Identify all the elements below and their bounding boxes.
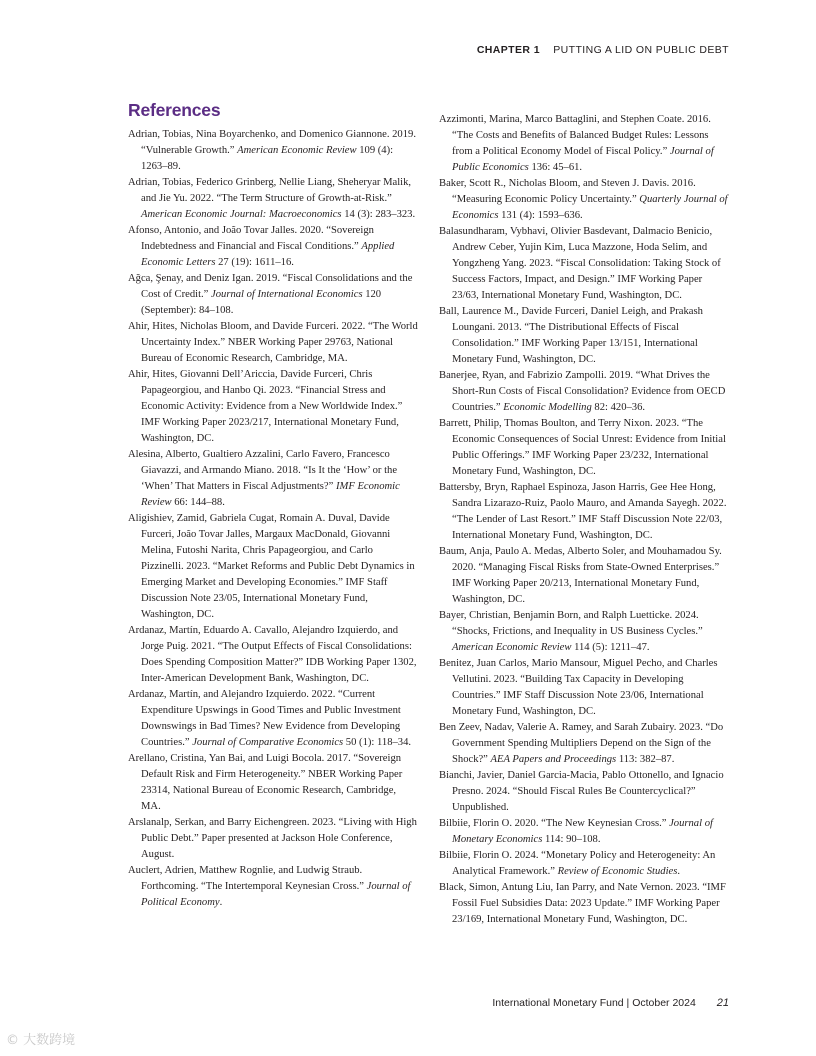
reference-entry [128, 127, 418, 175]
reference-text: Ardanaz, Martín, Eduardo A. Cavallo, Alejandro Izquierdo, and Jorge Puig. 2021. “The Output Effects of Fiscal Consolidations: Does Spending Composition Matter?” IDB Working Paper 1302, Inter-American Development Bank, Washington, DC. [128, 625, 417, 684]
reference-journal: Review of Economic Studies [557, 866, 678, 877]
reference-details: . [219, 897, 223, 908]
reference-entry [128, 687, 418, 751]
reference-entry [439, 608, 729, 656]
reference-text: Ahir, Hites, Nicholas Bloom, and Davide Furceri. 2022. “The World Uncertainty Index.” NBER Working Paper 29763, National Bureau of Economic Research, Cambridge, MA. [128, 321, 418, 364]
reference-details: 131 (4): 1593–636. [498, 210, 583, 221]
reference-entry [439, 368, 729, 416]
page-footer [492, 997, 729, 1009]
reference-text: Adrian, Tobias, Nina Boyarchenko, and Domenico Giannone. 2019. “Vulnerable Growth.” [128, 129, 416, 156]
reference-text: Bianchi, Javier, Daniel Garcia-Macia, Pablo Ottonello, and Ignacio Presno. 2024. “Should Fiscal Rules Be Countercyclical?” Unpublished. [439, 770, 724, 813]
reference-entry [439, 656, 729, 720]
reference-text: Azzimonti, Marina, Marco Battaglini, and Stephen Coate. 2016. “The Costs and Benefits of Balanced Budget Rules: Lessons from a Political Economy Model of Fiscal Policy.” [439, 114, 711, 157]
reference-journal: Journal of Comparative Economics [192, 737, 344, 748]
reference-journal: American Economic Journal: Macroeconomics [141, 209, 342, 220]
reference-details: 50 (1): 118–34. [343, 737, 412, 748]
footer-publication: International Monetary Fund | October 2024 [492, 997, 696, 1009]
reference-text: Ardanaz, Martín, and Alejandro Izquierdo. 2022. “Current Expenditure Upswings in Good Times and Public Investment Downswings in Bad Times? New Evidence from Developing Countries.” [128, 689, 401, 748]
reference-text: Baum, Anja, Paulo A. Medas, Alberto Soler, and Mouhamadou Sy. 2020. “Managing Fiscal Risks from State-Owned Enterprises.” IMF Working Paper 20/213, International Monetary Fund, Washington, DC. [439, 546, 722, 605]
reference-details: 66: 144–88. [171, 497, 225, 508]
reference-text: Afonso, Antonio, and João Tovar Jalles. 2020. “Sovereign Indebtedness and Financial and Fiscal Conditions.” [128, 225, 374, 252]
reference-text: Black, Simon, Antung Liu, Ian Parry, and Nate Vernon. 2023. “IMF Fossil Fuel Subsidies Data: 2023 Update.” IMF Working Paper 23/169, International Monetary Fund, Washington, DC. [439, 882, 726, 925]
reference-text: Ağca, Şenay, and Deniz Igan. 2019. “Fiscal Consolidations and the Cost of Credit.” [128, 273, 413, 300]
reference-entry [128, 175, 418, 223]
reference-text: Auclert, Adrien, Matthew Rognlie, and Ludwig Straub. Forthcoming. “The Intertemporal Keynesian Cross.” [128, 865, 367, 892]
watermark: © 大数跨境 [6, 1033, 76, 1048]
reference-entry [439, 544, 729, 608]
references-right-column [439, 112, 729, 928]
reference-details: 113: 382–87. [616, 754, 675, 765]
reference-journal: Journal of Political Economy [141, 881, 411, 908]
reference-entry [439, 816, 729, 848]
reference-details: 14 (3): 283–323. [341, 209, 416, 220]
reference-entry [439, 416, 729, 480]
reference-text: Battersby, Bryn, Raphael Espinoza, Jason Harris, Gee Hee Hong, Sandra Lizarazo-Ruiz, Paolo Mauro, and Amanda Sayegh. 2022. “The Lender of Last Resort.” IMF Staff Discussion Note 22/03, International Monetary Fund, Washington, DC. [439, 482, 727, 541]
running-header [477, 44, 729, 56]
reference-text: Arellano, Cristina, Yan Bai, and Luigi Bocola. 2017. “Sovereign Default Risk and Firm Heterogeneity.” NBER Working Paper 23314, National Bureau of Economic Research, Cambridge, MA. [128, 753, 403, 812]
reference-text: Baker, Scott R., Nicholas Bloom, and Steven J. Davis. 2016. “Measuring Economic Policy Uncertainty.” [439, 178, 696, 205]
reference-details: 114: 90–108. [542, 834, 601, 845]
reference-entry [128, 863, 418, 911]
reference-text: Barrett, Philip, Thomas Boulton, and Terry Nixon. 2023. “The Economic Consequences of Social Unrest: Evidence from Initial Public Offerings.” IMF Working Paper 23/232, International Monetary Fund, Washington, DC. [439, 418, 726, 477]
reference-entry [439, 304, 729, 368]
reference-details: 27 (19): 1611–16. [215, 257, 294, 268]
reference-text: Benitez, Juan Carlos, Mario Mansour, Miguel Pecho, and Charles Vellutini. 2023. “Building Tax Capacity in Developing Countries.” IMF Staff Discussion Note 23/06, International Monetary Fund, Washington, DC. [439, 658, 718, 717]
reference-entry [128, 751, 418, 815]
reference-text: Ahir, Hites, Giovanni Dell’Ariccia, Davide Furceri, Chris Papageorgiou, and Hanbo Qi. 2023. “Financial Stress and Economic Activity: Evidence from a New Worldwide Index.” IMF Working Paper 2023/217, International Monetary Fund, Washington, DC. [128, 369, 403, 444]
reference-entry [128, 367, 418, 447]
reference-text: Aligishiev, Zamid, Gabriela Cugat, Romain A. Duval, Davide Furceri, João Tovar Jalles, Margaux MacDonald, Giovanni Melina, Futoshi Narita, Chris Papageorgiou, and Carlo Pizzinelli. 2023. “Market Reforms and Public Debt Dynamics in Emerging Market and Developing Economies.” IMF Staff Discussion Note 23/05, International Monetary Fund, Washington, DC. [128, 513, 415, 620]
reference-entry [439, 768, 729, 816]
reference-entry [128, 623, 418, 687]
reference-details: 136: 45–61. [528, 162, 583, 173]
reference-entry [128, 271, 418, 319]
reference-entry [439, 720, 729, 768]
reference-text: Bilbiie, Florin O. 2024. “Monetary Policy and Heterogeneity: An Analytical Framework.” [439, 850, 716, 877]
reference-text: Alesina, Alberto, Gualtiero Azzalini, Carlo Favero, Francesco Giavazzi, and Armando Miano. 2018. “Is It the ‘How’ or the ‘When’ That Matters in Fiscal Adjustments?” [128, 449, 398, 492]
reference-entry [128, 447, 418, 511]
reference-journal: Quarterly Journal of Economics [452, 194, 728, 221]
reference-entry [439, 112, 729, 176]
reference-text: Banerjee, Ryan, and Fabrizio Zampolli. 2019. “What Drives the Short-Run Costs of Fiscal Consolidation? Evidence from OECD Countries.” [439, 370, 726, 413]
reference-entry [128, 511, 418, 623]
reference-entry [439, 176, 729, 224]
page-number: 21 [716, 997, 729, 1009]
references-left-column [128, 127, 418, 911]
reference-entry [439, 480, 729, 544]
reference-text: Bilbiie, Florin O. 2020. “The New Keynesian Cross.” [439, 818, 670, 829]
reference-journal: Journal of International Economics [211, 289, 363, 300]
reference-details: 114 (5): 1211–47. [571, 642, 650, 653]
reference-text: Arslanalp, Serkan, and Barry Eichengreen. 2023. “Living with High Public Debt.” Paper presented at Jackson Hole Conference, August. [128, 817, 417, 860]
reference-details: 109 (4): 1263–89. [141, 145, 394, 172]
reference-details: . [677, 866, 680, 877]
reference-details: 82: 420–36. [591, 402, 646, 413]
reference-text: Bayer, Christian, Benjamin Born, and Ralph Luetticke. 2024. “Shocks, Frictions, and Inequality in US Business Cycles.” [439, 610, 703, 637]
reference-entry [439, 848, 729, 880]
reference-text: Ben Zeev, Nadav, Valerie A. Ramey, and Sarah Zubairy. 2023. “Do Government Spending Multipliers Depend on the Sign of the Shock?” [439, 722, 724, 765]
reference-entry [439, 224, 729, 304]
reference-journal: American Economic Review [237, 145, 357, 156]
reference-journal: Economic Modelling [503, 402, 592, 413]
chapter-title: PUTTING A LID ON PUBLIC DEBT [553, 44, 729, 56]
section-title: References [128, 100, 221, 120]
reference-entry [128, 319, 418, 367]
reference-journal: Applied Economic Letters [141, 241, 395, 268]
reference-entry [128, 223, 418, 271]
reference-journal: Journal of Monetary Economics [452, 818, 713, 845]
reference-entry [439, 880, 729, 928]
chapter-label: CHAPTER 1 [476, 44, 540, 56]
reference-journal: American Economic Review [452, 642, 572, 653]
reference-text: Balasundharam, Vybhavi, Olivier Basdevant, Dalmacio Benicio, Andrew Ceber, Yujin Kim, Luca Mazzone, Hoda Selim, and Yongzheng Yang. 2023. “Fiscal Consolidation: Taking Stock of Success Factors, Impact, and Design.” IMF Working Paper 23/63, International Monetary Fund, Washington, DC. [439, 226, 721, 301]
reference-entry [128, 815, 418, 863]
reference-text: Adrian, Tobias, Federico Grinberg, Nellie Liang, Sheheryar Malik, and Jie Yu. 2022. “The Term Structure of Growth-at-Risk.” [128, 177, 412, 204]
reference-journal: IMF Economic Review [141, 481, 400, 508]
reference-journal: Journal of Public Economics [452, 146, 714, 173]
reference-details: 120 (September): 84–108. [141, 289, 382, 316]
reference-journal: AEA Papers and Proceedings [490, 754, 617, 765]
reference-text: Ball, Laurence M., Davide Furceri, Daniel Leigh, and Prakash Loungani. 2013. “The Distributional Effects of Fiscal Consolidation.” IMF Working Paper 13/151, International Monetary Fund, Washington, DC. [439, 306, 703, 365]
